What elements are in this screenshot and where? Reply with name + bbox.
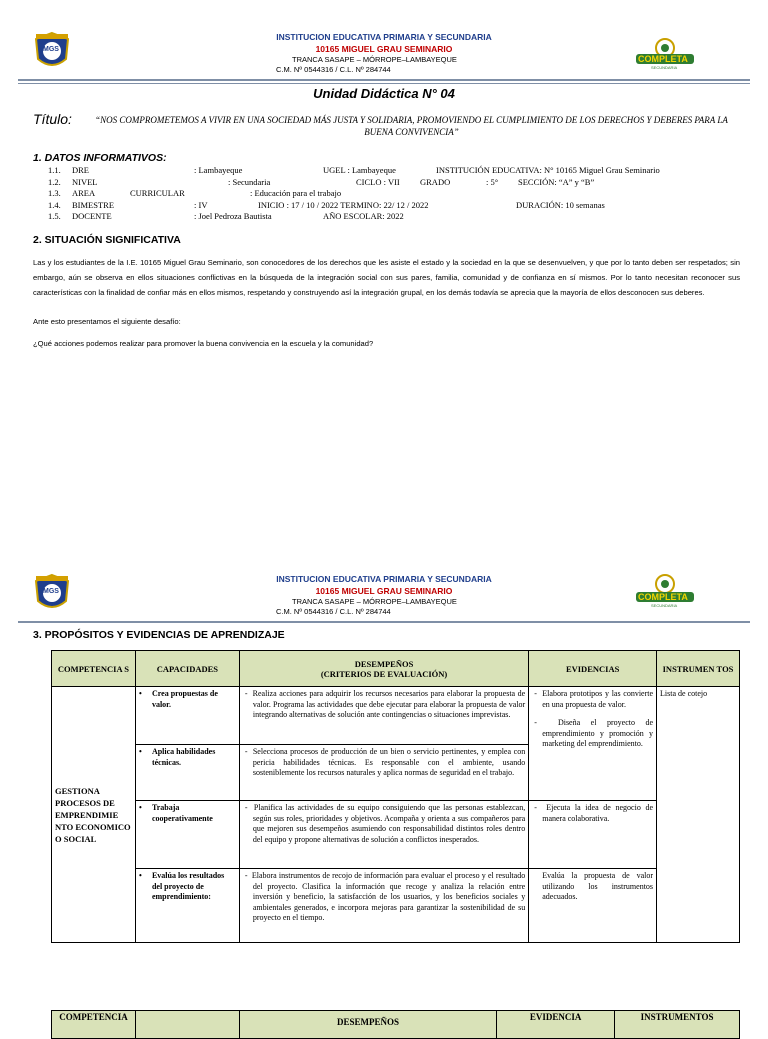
col-header-evidencias: EVIDENCIAS	[529, 651, 657, 687]
instrumento-cell: Lista de cotejo	[657, 687, 740, 943]
header-rule-2	[18, 621, 750, 623]
unit-title: Unidad Didáctica N° 04	[313, 86, 455, 101]
right-logo-text-2: COMPLETA	[638, 592, 688, 602]
right-logo-subtext: SECUNDARIA	[651, 65, 678, 70]
school-code-line-2: C.M. Nº 0544316 / C.L. Nº 284744	[276, 607, 391, 616]
school-address-line: TRANCA SASAPE – MÓRROPE–LAMBAYEQUE	[292, 55, 457, 64]
school-code-line: C.M. Nº 0544316 / C.L. Nº 284744	[276, 65, 391, 74]
col-header-desempenos: DESEMPEÑOS (CRITERIOS DE EVALUACIÓN)	[239, 651, 528, 687]
desempeno-cell: - Realiza acciones para adquirir los recursos necesarios para elaborar la propuesta de valor. Programa las actividades que debe ejecutar para elaborar la propuesta de valor integrando alternativas de solución ante contingencias o situaciones imprevistas.	[239, 687, 528, 745]
capacidad-cell: • Trabaja cooperativamente	[135, 801, 239, 869]
school-name-line-2: INSTITUCION EDUCATIVA PRIMARIA Y SECUNDARIA	[276, 574, 492, 584]
title-label: Título:	[33, 111, 72, 127]
section-2-heading: 2. SITUACIÓN SIGNIFICATIVA	[33, 234, 181, 246]
desempeno-cell: - Planifica las actividades de su equipo consiguiendo que las personas establezcan, según sus roles, prioridades y objetivos. Acompaña y orienta a sus compañeros para que mejoren sus desempeños asumiendo con responsabilidad distintos roles dentro del equipo y propone alternativas de solución a conflictos inesperados.	[239, 801, 528, 869]
right-logo-subtext-2: SECUNDARIA	[651, 603, 678, 608]
evidencia-cell: - Ejecuta la idea de negocio de manera colaborativa.	[529, 801, 657, 869]
capacidad-cell: • Aplica habilidades técnicas.	[135, 745, 239, 801]
next-table-header	[51, 1010, 740, 1039]
desempeno-cell: - Elabora instrumentos de recojo de información para evaluar el proceso y el resultado del proyecto. Clasifica la información que recoge y analiza la relación entre inversión y beneficio, la satisfacción de los usuarios, y los beneficios sociales y ambientales generados, e incorpora mejoras para garantizar la sostenibilidad de su proyecto en el tiempo.	[239, 869, 528, 943]
right-logo-text: COMPLETA	[638, 54, 688, 64]
school-address-line-2: TRANCA SASAPE – MÓRROPE–LAMBAYEQUE	[292, 597, 457, 606]
col-header-empty	[135, 1011, 239, 1039]
capacidad-cell: • Evalúa los resultados del proyecto de emprendimiento:	[135, 869, 239, 943]
col-header-competencias: COMPETENCIA S	[52, 651, 136, 687]
school-logo-right-2	[634, 574, 696, 610]
col-header-instrumentos-2: INSTRUMENTOS	[615, 1011, 740, 1039]
school-number-line: 10165 MIGUEL GRAU SEMINARIO	[315, 44, 453, 54]
col-header-competencia: COMPETENCIA	[52, 1011, 136, 1039]
purposes-table	[51, 650, 740, 943]
left-logo-text: MGS	[43, 46, 59, 53]
desafio-intro: Ante esto presentamos el siguiente desafío:	[33, 317, 181, 326]
capacidad-cell: • Crea propuestas de valor.	[135, 687, 239, 745]
situacion-paragraph: Las y los estudiantes de la I.E. 10165 Miguel Grau Seminario, son conocedores de los derechos que les asiste el estado y la sociedad en la que se desenvuelven, y que por lo tanto deben ser respetados; sin embargo, aún se observa en ellos situaciones conflictivas en la búsqueda de la integración social con sus pares, familia, comunidad y de confianza en sí mismos. Por lo tanto necesitan reconocer sus características con la finalidad de confiar más en ellos mismos, respetando y construyendo así la integración grupal, en los demás todavía se aprecia que la mayoría de ellos desconocen sus deberes.	[33, 258, 740, 297]
evidencia-cell: - Elabora prototipos y las convierte en una propuesta de valor. - Diseña el proyecto de emprendimiento y promoción y marketing del emprendimiento.	[529, 687, 657, 801]
school-name-line: INSTITUCION EDUCATIVA PRIMARIA Y SECUNDARIA	[276, 32, 492, 42]
evidencia-cell: Evalúa la propuesta de valor utilizando los instrumentos adecuados.	[529, 869, 657, 943]
col-header-evidencia: EVIDENCIA	[497, 1011, 615, 1039]
section-1-heading: 1. DATOS INFORMATIVOS:	[33, 152, 167, 164]
header-rule-thin	[18, 83, 750, 84]
left-logo-text-2: MGS	[43, 588, 59, 595]
school-logo-right	[634, 38, 696, 70]
col-header-desempenos-2: DESEMPEÑOS	[239, 1011, 497, 1039]
desempeno-cell: - Selecciona procesos de producción de un bien o servicio pertinentes, y emplea con pericia habilidades técnicas. Es responsable con el ambiente, usando sosteniblemente los recursos naturales y aplica normas de seguridad en el trabajo.	[239, 745, 528, 801]
desafio-question: ¿Qué acciones podemos realizar para promover la buena convivencia en la escuela y la comunidad?	[33, 339, 374, 348]
section-3-heading: 3. PROPÓSITOS Y EVIDENCIAS DE APRENDIZAJE	[33, 629, 285, 641]
school-number-line-2: 10165 MIGUEL GRAU SEMINARIO	[315, 586, 453, 596]
col-header-instrumentos: INSTRUMEN TOS	[657, 651, 740, 687]
header-rule	[18, 79, 750, 81]
col-header-capacidades: CAPACIDADES	[135, 651, 239, 687]
competencia-cell: GESTIONA PROCESOS DE EMPRENDIMIE NTO ECONOMICO O SOCIAL	[52, 687, 136, 943]
title-text: “NOS COMPROMETEMOS A VIVIR EN UNA SOCIEDAD MÁS JUSTA Y SOLIDARIA, PROMOVIENDO EL CUMPLIMIENTO DE LOS DERECHOS Y DEBERES PARA LA BUENA CONVIVENCIA”	[95, 115, 728, 137]
